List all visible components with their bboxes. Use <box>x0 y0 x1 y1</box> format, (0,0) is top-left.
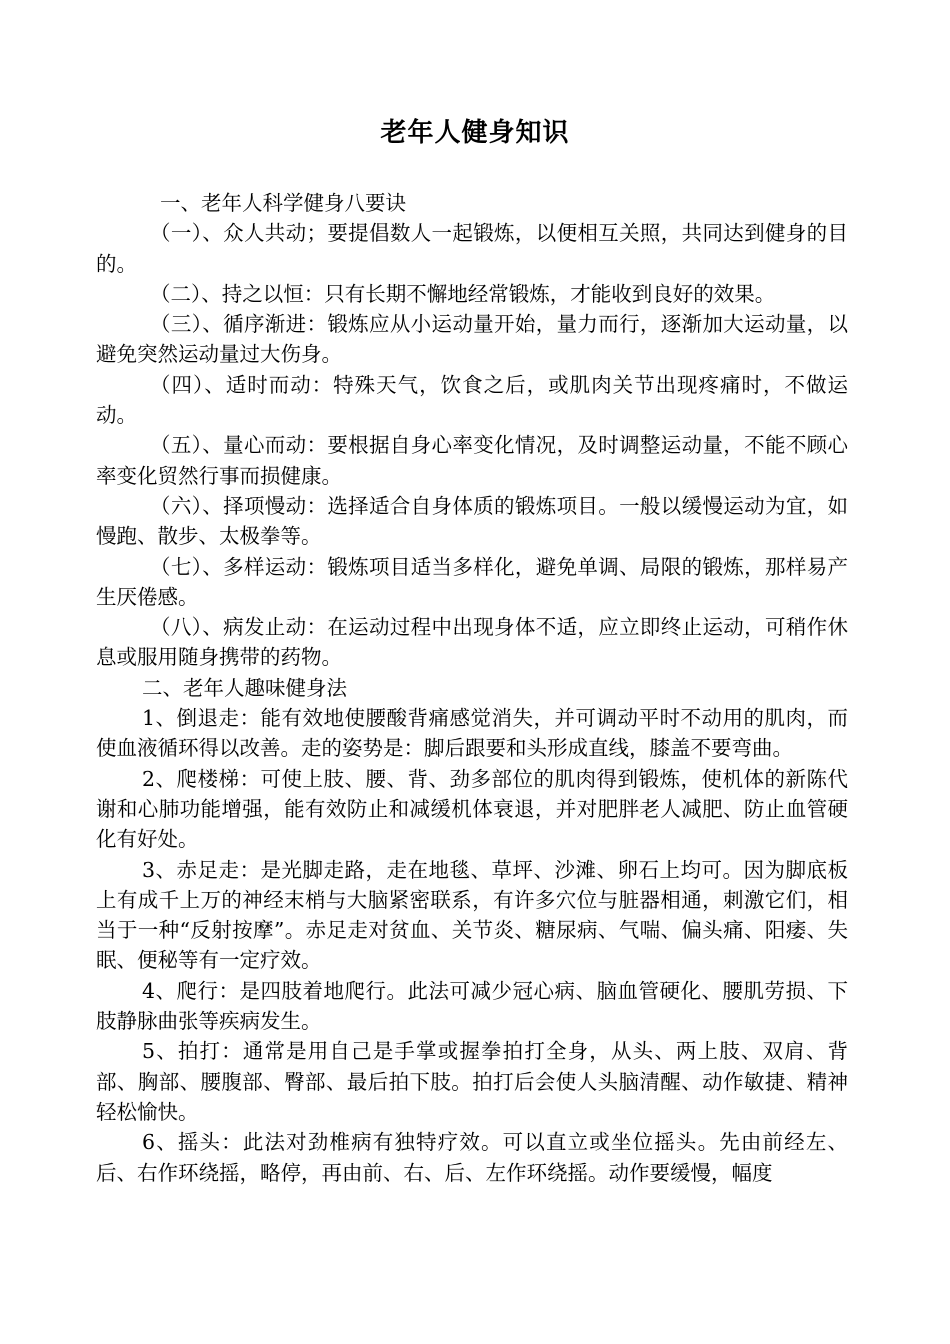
section-2-item-1: 1、倒退走：能有效地使腰酸背痛感觉消失，并可调动平时不动用的肌肉，而使血液循环得以改善。走的姿势是：脚后跟要和头形成直线，膝盖不要弯曲。 <box>96 706 848 761</box>
section-2-item-3: 3、赤足走：是光脚走路，走在地毯、草坪、沙滩、卵石上均可。因为脚底板上有成千上万的神经末梢与大脑紧密联系，有许多穴位与脏器相通，刺激它们，相当于一种“反射按摩”。赤足走对贫血、关节炎、糖尿病、气喘、偏头痛、阳痿、失眠、便秘等有一定疗效。 <box>96 857 848 973</box>
section-2-heading: 二、老年人趣味健身法 <box>142 675 347 700</box>
page-title: 老年人健身知识 <box>380 118 570 148</box>
section-1-item-7: （七）、多样运动：锻炼项目适当多样化，避免单调、局限的锻炼，那样易产生厌倦感。 <box>96 554 848 609</box>
section-1-item-1: （一）、众人共动；要提倡数人一起锻炼，以便相互关照，共同达到健身的目的。 <box>96 221 848 276</box>
section-1-heading: 一、老年人科学健身八要诀 <box>160 191 406 215</box>
section-2-item-6: 6、摇头：此法对劲椎病有独特疗效。可以直立或坐位摇头。先由前经左、后、右作环绕摇，略停，再由前、右、后、左作环绕摇。动作要缓慢，幅度 <box>96 1130 848 1185</box>
section-1-item-4: （四）、适时而动：特殊天气，饮食之后，或肌肉关节出现疼痛时，不做运动。 <box>96 372 848 428</box>
section-2-item-5: 5、拍打：通常是用自己是手掌或握拳拍打全身，从头、两上肢、双肩、背部、胸部、腰腹部、臀部、最后拍下肢。拍打后会使人头脑清醒、动作敏捷、精神轻松愉快。 <box>96 1039 848 1124</box>
section-1-item-2: （二）、持之以恒：只有长期不懈地经常锻炼，才能收到良好的效果。 <box>150 281 776 306</box>
section-2-item-4: 4、爬行：是四肢着地爬行。此法可减少冠心病、脑血管硬化、腰肌劳损、下肢静脉曲张等疾病发生。 <box>96 978 848 1034</box>
document-body <box>96 188 848 1188</box>
section-1-item-5: （五）、量心而动：要根据自身心率变化情况，及时调整运动量，不能不顾心率变化贸然行事而损健康。 <box>96 433 848 488</box>
section-1-item-6: （六）、择项慢动：选择适合自身体质的锻炼项目。一般以缓慢运动为宜，如慢跑、散步、太极拳等。 <box>96 493 848 549</box>
section-2-item-2: 2、爬楼梯：可使上肢、腰、背、劲多部位的肌肉得到锻炼，使机体的新陈代谢和心肺功能增强，能有效防止和减缓机体衰退，并对肥胖老人减肥、防止血管硬化有好处。 <box>96 766 848 852</box>
section-1-item-8: （八）、病发止动：在运动过程中出现身体不适，应立即终止运动，可稍作休息或服用随身携带的药物。 <box>96 615 848 670</box>
section-1-item-3: （三）、循序渐进：锻炼应从小运动量开始，量力而行，逐渐加大运动量，以避免突然运动量过大伤身。 <box>96 312 848 367</box>
